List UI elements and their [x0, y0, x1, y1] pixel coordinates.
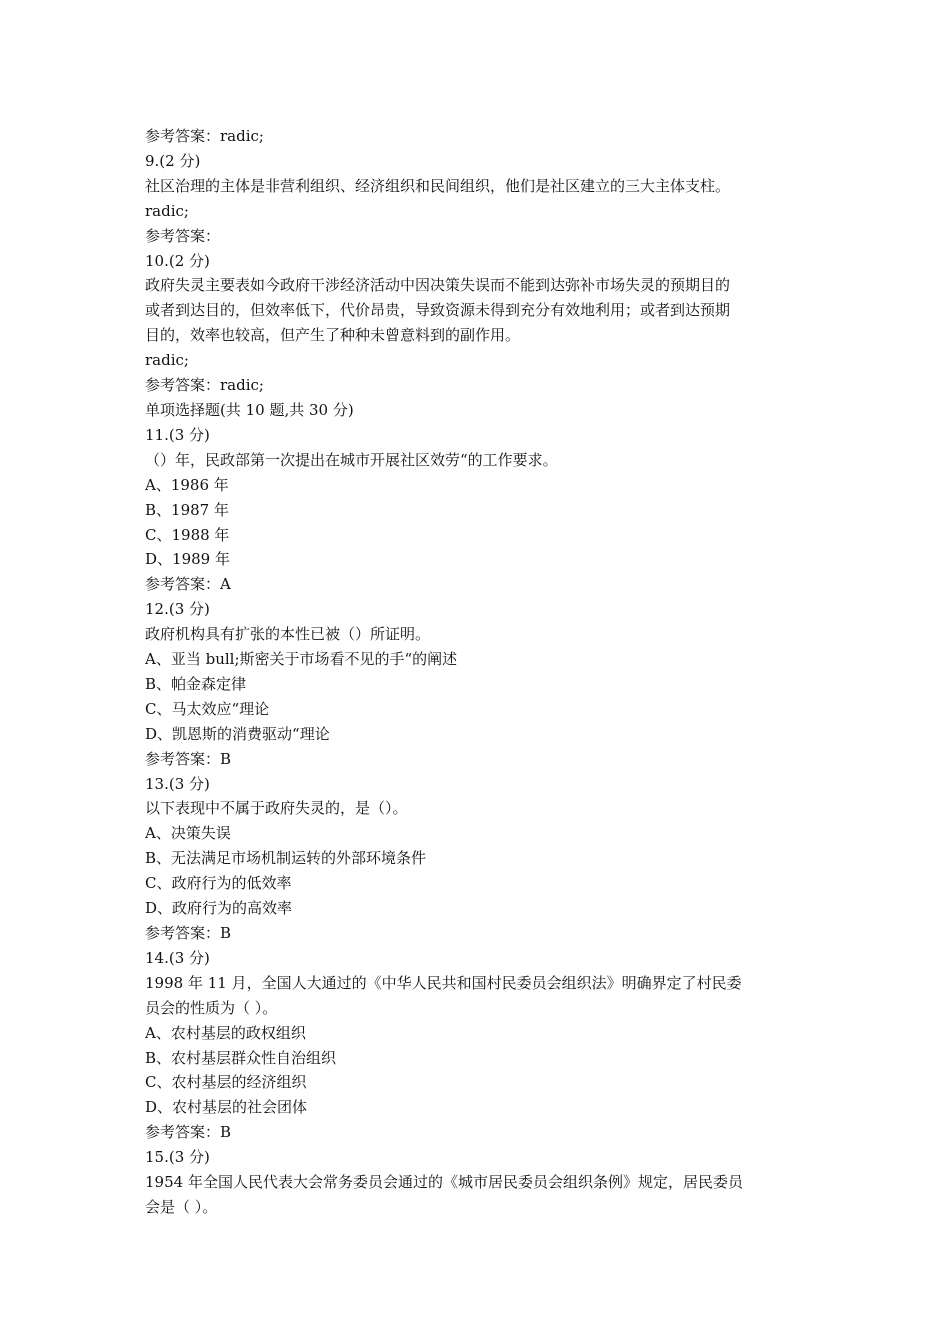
option-c: C、1988 年 — [145, 525, 230, 544]
option-b: B、无法满足市场机制运转的外部环境条件 — [145, 849, 427, 868]
question-number: 13.(3 分) — [145, 774, 210, 793]
question-text: 目的，效率也较高，但产生了种种未曾意料到的副作用。 — [145, 326, 521, 345]
question-number: 15.(3 分) — [145, 1148, 210, 1167]
question-text: 政府机构具有扩张的本性已被（）所证明。 — [145, 625, 431, 644]
document-body — [145, 124, 815, 1220]
answer-line: 参考答案：A — [145, 575, 231, 594]
question-text: （）年，民政部第一次提出在城市开展社区效劳“的工作要求。 — [145, 450, 558, 469]
option-b: B、帕金森定律 — [145, 674, 247, 693]
option-b: B、农村基层群众性自治组织 — [145, 1048, 337, 1067]
option-c: C、农村基层的经济组织 — [145, 1073, 307, 1092]
option-a: A、1986 年 — [145, 475, 229, 494]
answer-line: 参考答案：B — [145, 1123, 232, 1142]
question-text: 以下表现中不属于政府失灵的，是（）。 — [145, 799, 408, 818]
question-text: 员会的性质为（ ）。 — [145, 998, 278, 1017]
question-number: 12.(3 分) — [145, 600, 210, 619]
answer-line: 参考答案：B — [145, 749, 232, 768]
option-b: B、1987 年 — [145, 500, 229, 519]
question-text: 1954 年全国人民代表大会常务委员会通过的《城市居民委员会组织条例》规定，居民委员 — [145, 1173, 743, 1192]
option-d: D、1989 年 — [145, 550, 230, 569]
answer-line: 参考答案：radic; — [145, 127, 264, 145]
question-text: 或者到达目的，但效率低下，代价昂贵，导致资源未得到充分有效地利用；或者到达预期 — [145, 301, 731, 320]
answer-mark: radic; — [145, 201, 189, 220]
question-number: 14.(3 分) — [145, 948, 210, 967]
question-text: 会是（ ）。 — [145, 1197, 218, 1216]
question-text: 1998 年 11 月，全国人大通过的《中华人民共和国村民委员会组织法》明确界定了村民委 — [145, 973, 742, 992]
option-a: A、决策失误 — [145, 824, 231, 843]
option-c: C、政府行为的低效率 — [145, 874, 292, 893]
question-number: 9.(2 分) — [145, 151, 201, 170]
option-a: A、亚当 bull;斯密关于市场看不见的手“的阐述 — [145, 650, 458, 669]
answer-line: 参考答案：radic; — [145, 376, 264, 395]
answer-line: 参考答案：B — [145, 924, 232, 942]
question-text: 政府失灵主要表如今政府干涉经济活动中因决策失误而不能到达弥补市场失灵的预期目的 — [145, 276, 731, 295]
option-c: C、马太效应“理论 — [145, 699, 270, 718]
question-number: 10.(2 分) — [145, 251, 210, 270]
option-a: A、农村基层的政权组织 — [145, 1023, 306, 1042]
question-text: 社区治理的主体是非营利组织、经济组织和民间组织，他们是社区建立的三大主体支柱。 — [145, 176, 731, 195]
option-d: D、凯恩斯的消费驱动“理论 — [145, 724, 330, 743]
question-number: 11.(3 分) — [145, 425, 210, 444]
option-d: D、政府行为的高效率 — [145, 899, 293, 918]
section-heading: 单项选择题(共 10 题,共 30 分) — [145, 400, 354, 419]
answer-line: 参考答案： — [145, 226, 221, 245]
answer-mark: radic; — [145, 351, 189, 370]
option-d: D、农村基层的社会团体 — [145, 1098, 308, 1117]
